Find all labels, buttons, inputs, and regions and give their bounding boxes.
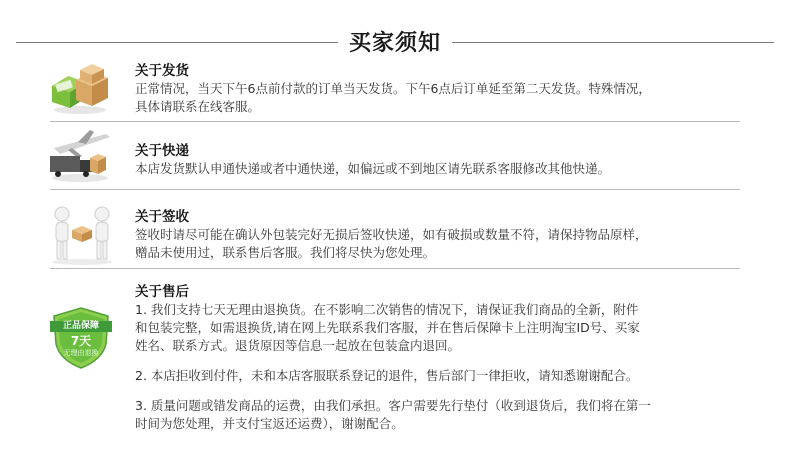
after-sales-item-line: 1. 我们支持七天无理由退换货。在不影响二次销售的情况下，请保证我们商品的全新，附件 bbox=[135, 302, 639, 317]
section-shipping bbox=[135, 62, 755, 116]
section-title: 关于签收 bbox=[135, 209, 189, 225]
section-title: 关于发货 bbox=[135, 63, 189, 79]
header-line-left bbox=[16, 42, 338, 43]
section-divider bbox=[50, 121, 740, 122]
section-title: 关于快递 bbox=[135, 143, 189, 159]
package-icon bbox=[46, 64, 112, 116]
section-signing bbox=[135, 208, 755, 262]
airplane-truck-icon bbox=[44, 128, 114, 184]
section-text-line: 签收时请尽可能在确认外包装完好无损后签收快递，如有破损或数量不符，请保持物品原样， bbox=[135, 227, 648, 242]
badge-bottom-text: 无理由退换 bbox=[63, 349, 99, 357]
badge-top-text: 正品保障 bbox=[62, 321, 99, 331]
section-courier bbox=[135, 142, 755, 178]
section-text-line: 本店发货默认申通快递或者中通快递，如偏远或不到地区请先联系客服修改其他快递。 bbox=[135, 161, 611, 176]
guarantee-shield-badge bbox=[50, 306, 112, 370]
section-divider bbox=[50, 189, 740, 190]
section-after-sales bbox=[135, 283, 755, 433]
after-sales-item-line: 3. 质量问题或错发商品的运费，由我们承担。客户需要先行垫付（收到退货后，我们将在第一 bbox=[135, 398, 651, 413]
section-title: 关于售后 bbox=[135, 284, 189, 300]
after-sales-item-line: 2. 本店拒收到付件，未和本店客服联系登记的退件，售后部门一律拒收，请知悉谢谢配合。 bbox=[135, 368, 639, 383]
section-text-line: 正常情况，当天下午6点前付款的订单当天发货。下午6点后订单延至第二天发货。特殊情况， bbox=[135, 81, 651, 96]
page-header bbox=[0, 22, 790, 62]
header-line-right bbox=[452, 42, 774, 43]
section-divider bbox=[50, 268, 740, 269]
after-sales-item-line: 姓名、联系方式。退货原因等信息一起放在包装盒内退回。 bbox=[135, 338, 461, 353]
page-title: 买家须知 bbox=[348, 31, 441, 56]
badge-middle-text: 7天 bbox=[70, 334, 92, 348]
section-text-line: 具体请联系在线客服。 bbox=[135, 99, 261, 114]
section-text-line: 赠品未使用过，联系售后客服。我们将尽快为您处理。 bbox=[135, 245, 436, 260]
after-sales-item-line: 时间为您处理，并支付宝返还运费），谢谢配合。 bbox=[135, 416, 404, 431]
after-sales-item-line: 和包装完整，如需退换货,请在网上先联系我们客服，并在售后保障卡上注明淘宝ID号、买家 bbox=[135, 320, 640, 335]
handover-figures-icon bbox=[46, 204, 118, 266]
